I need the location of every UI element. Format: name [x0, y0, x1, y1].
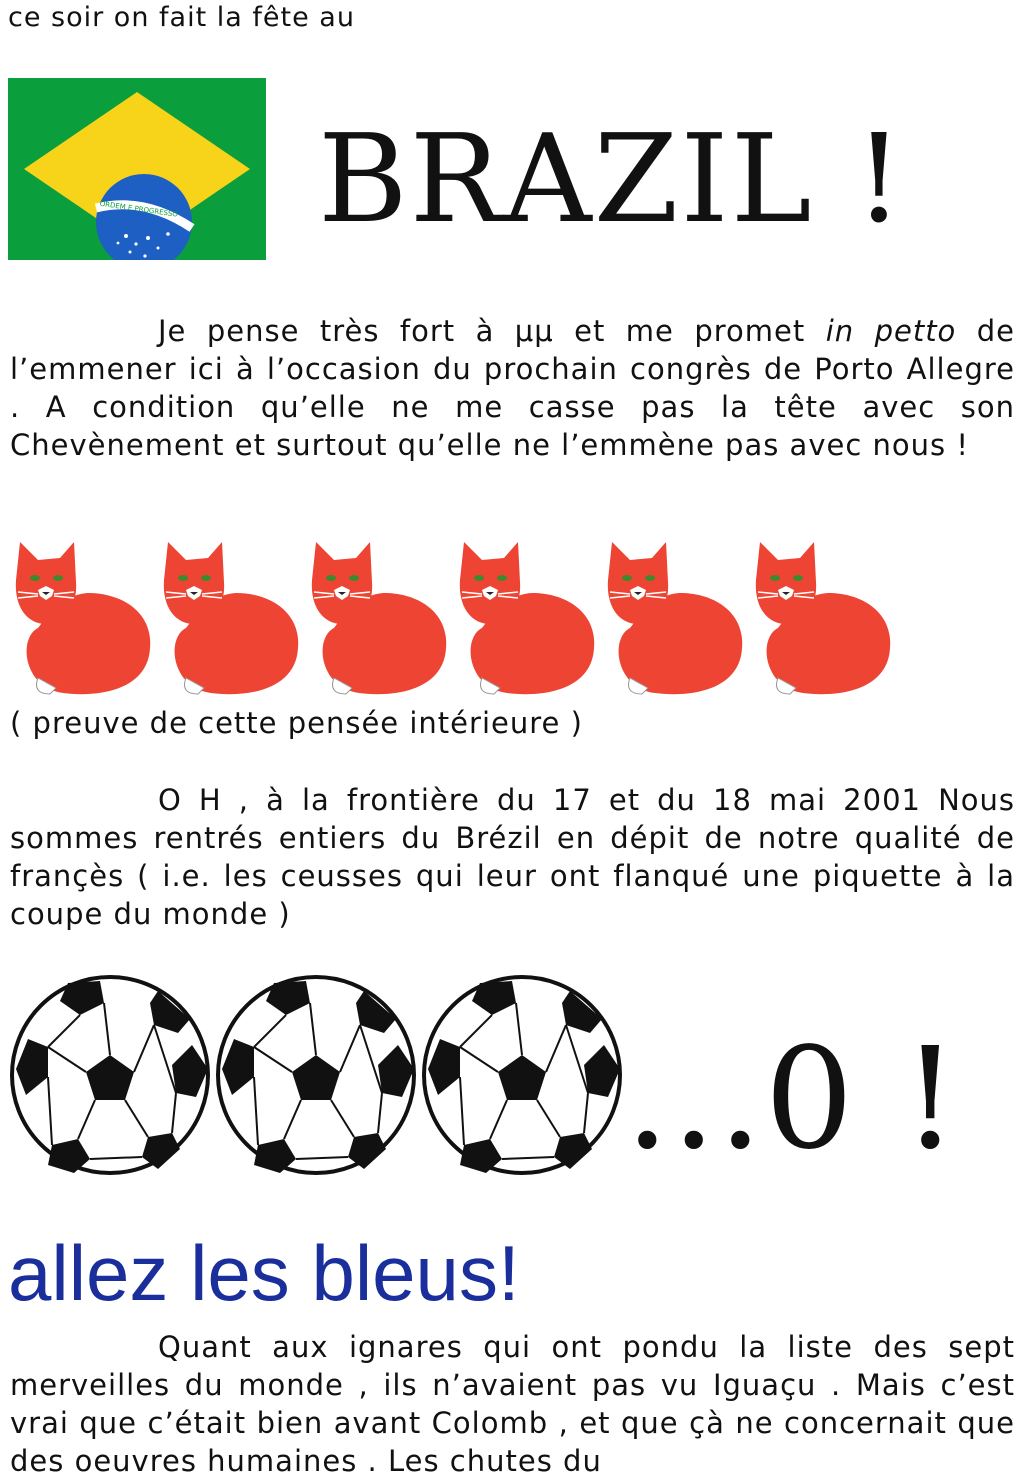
soccer-ball-icon: [214, 973, 418, 1177]
score-text: ...0 !: [625, 1018, 961, 1181]
soccer-ball-icon: [8, 973, 212, 1177]
brazil-title: BRAZIL !: [318, 108, 906, 250]
paragraph1-text-a: Je pense très fort à μμ et me promet: [158, 314, 826, 348]
paragraph-porto-allegre: [10, 312, 1015, 464]
cats-caption: ( preuve de cette pensée intérieure ): [10, 706, 583, 740]
paragraph-frontiere: [10, 781, 1015, 933]
red-cat-icon: [748, 538, 896, 698]
intro-line: ce soir on fait la fête au: [8, 2, 355, 33]
svg-text:ORDEM E PROGRESSO: ORDEM E PROGRESSO: [99, 199, 179, 219]
paragraph-iguacu: [10, 1328, 1015, 1480]
red-cat-icon: [8, 538, 156, 698]
red-cat-icon: [304, 538, 452, 698]
paragraph3-text: Quant aux ignares qui ont pondu la liste des sept merveilles du monde , ils n’avaient pas vu Iguaçu . Mais c’est vrai que c’était bien avant Colomb , et que çà ne concernait que des oeuvres humaines . Les chutes du: [10, 1330, 1015, 1478]
paragraph1-italic: in petto: [825, 314, 957, 348]
soccer-balls-row: [8, 973, 628, 1181]
red-cat-icon: [452, 538, 600, 698]
soccer-ball-icon: [420, 973, 624, 1177]
red-cat-icon: [600, 538, 748, 698]
paragraph1-text-b: de l’emmener ici à l’occasion du prochain congrès de Porto Allegre . A condition qu’elle ne me casse pas la tête avec son Chevènement et surtout qu’elle ne l’emmène pas avec nous !: [10, 314, 1016, 462]
brazil-flag-icon: [8, 78, 266, 260]
slogan-heading: allez les bleus!: [8, 1229, 520, 1317]
cats-row: [8, 538, 898, 698]
paragraph2-text: O H , à la frontière du 17 et du 18 mai 2001 Nous sommes rentrés entiers du Brézil en dépit de notre qualité de françès ( i.e. les ceusses qui leur ont flanqué une piquette à la coupe du monde ): [10, 783, 1015, 931]
red-cat-icon: [156, 538, 304, 698]
